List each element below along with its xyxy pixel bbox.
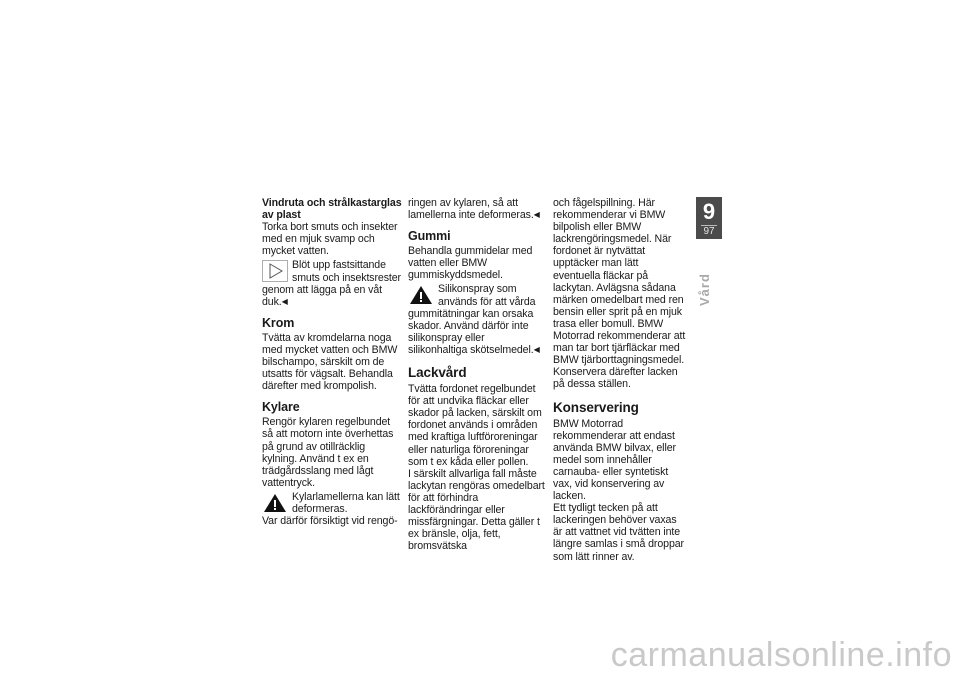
windscreen-note-text: Blöt upp fastsittande smuts och insektsrester genom att lägga på en våt duk. xyxy=(262,259,401,308)
gummi-warning-text: Silikonspray som används för att vårda gummitätningar kan orsaka skador. Använd därför inte silikonspray eller silikonhaltiga skötselmedel. xyxy=(408,283,536,356)
cooler-text-continued: ringen av kylaren, så att lamellerna inte deformeras. xyxy=(408,197,534,222)
kylare-warning xyxy=(262,491,402,527)
lackvard-text-1: Tvätta fordonet regelbundet för att undvika fläckar eller skador på lacken, särskilt om fordonet används i områden med kraftiga luftföroreningar eller naturliga föroreningar som t ex kåda eller pollen. xyxy=(408,383,542,468)
gummi-warning xyxy=(408,283,546,356)
konservering-heading: Konservering xyxy=(553,399,639,415)
chapter-number: 9 xyxy=(702,199,716,224)
windscreen-text: Torka bort smuts och insekter med en mjuk svamp och mycket vatten. xyxy=(262,221,398,258)
end-mark-icon: ◀ xyxy=(533,210,540,220)
windscreen-heading xyxy=(262,197,402,221)
page-number: 97 xyxy=(703,226,715,237)
chapter-tab xyxy=(696,197,722,239)
lackvard-text-continued: och fågelspillning. Här rekommenderar vi BMW bilpolish eller BMW lackrengöringsmedel. När fordonet är nytvättat upptäcker man lätt eventuella fläckar på lackytan. Avlägsna sådana märken omedelbart med ren bensin eller sprit på en mjuk trasa eller bomull. BMW Motorrad rekommenderar att man tar bort tjärfläckar med BMW tjärborttagningsmedel. Konservera därefter lacken på dessa ställen. xyxy=(553,197,686,391)
krom-heading: Krom xyxy=(262,315,295,330)
konservering-text-1: BMW Motorrad rekommenderar att endast använda BMW bilvax, eller medel som innehåller carnauba- eller syntetiskt vax, vid konservering av lacken. xyxy=(553,417,676,503)
konservering-text-2: Ett tydligt tecken på att lackeringen behöver vaxas är att vattnet vid tvätten inte längre samlas i små droppar som lätt rinner av. xyxy=(553,502,684,563)
lackvard-heading: Lackvård xyxy=(408,365,467,381)
gummi-heading: Gummi xyxy=(408,229,451,244)
windscreen-heading-line-1: Vindruta och strålkastarglas xyxy=(262,197,402,209)
kylare-warning-text: Kylarlamellerna kan lätt deformeras. xyxy=(292,490,400,515)
kylare-heading: Kylare xyxy=(262,400,300,415)
kylare-text: Rengör kylaren regelbundet så att motorn inte överhettas på grund av otillräcklig kylning. Använd t ex en trädgårdsslang med lågt vattentryck. xyxy=(262,416,394,489)
chapter-title: Vård xyxy=(697,273,712,306)
lackvard-text-2: I särskilt allvarliga fall måste lackytan rengöras omedelbart för att förhindra lackförändringar eller missfärgningar. Detta gäller t ex bränsle, olja, fett, bromsvätska xyxy=(408,467,545,553)
triangle-note-icon xyxy=(262,260,288,282)
end-mark-icon: ◀ xyxy=(533,344,540,354)
gummi-text: Behandla gummidelar med vatten eller BMW gummiskyddsmedel. xyxy=(408,245,533,282)
kylare-warning-continued: Var därför försiktigt vid rengö- xyxy=(262,515,398,528)
krom-text: Tvätta av kromdelarna noga med mycket vatten och BMW bilschampo, särskilt om de utsatts för vägsalt. Behandla därefter med krompolish. xyxy=(262,331,398,393)
warning-triangle-icon xyxy=(408,284,434,306)
watermark: carmanualsonline.info xyxy=(610,636,952,674)
end-mark-icon: ◀ xyxy=(281,296,288,306)
windscreen-heading-line-2: av plast xyxy=(262,209,301,222)
column-2 xyxy=(408,197,546,552)
windscreen-note xyxy=(262,259,402,307)
warning-triangle-icon xyxy=(262,492,288,514)
column-1 xyxy=(262,197,402,527)
column-3 xyxy=(553,197,687,563)
